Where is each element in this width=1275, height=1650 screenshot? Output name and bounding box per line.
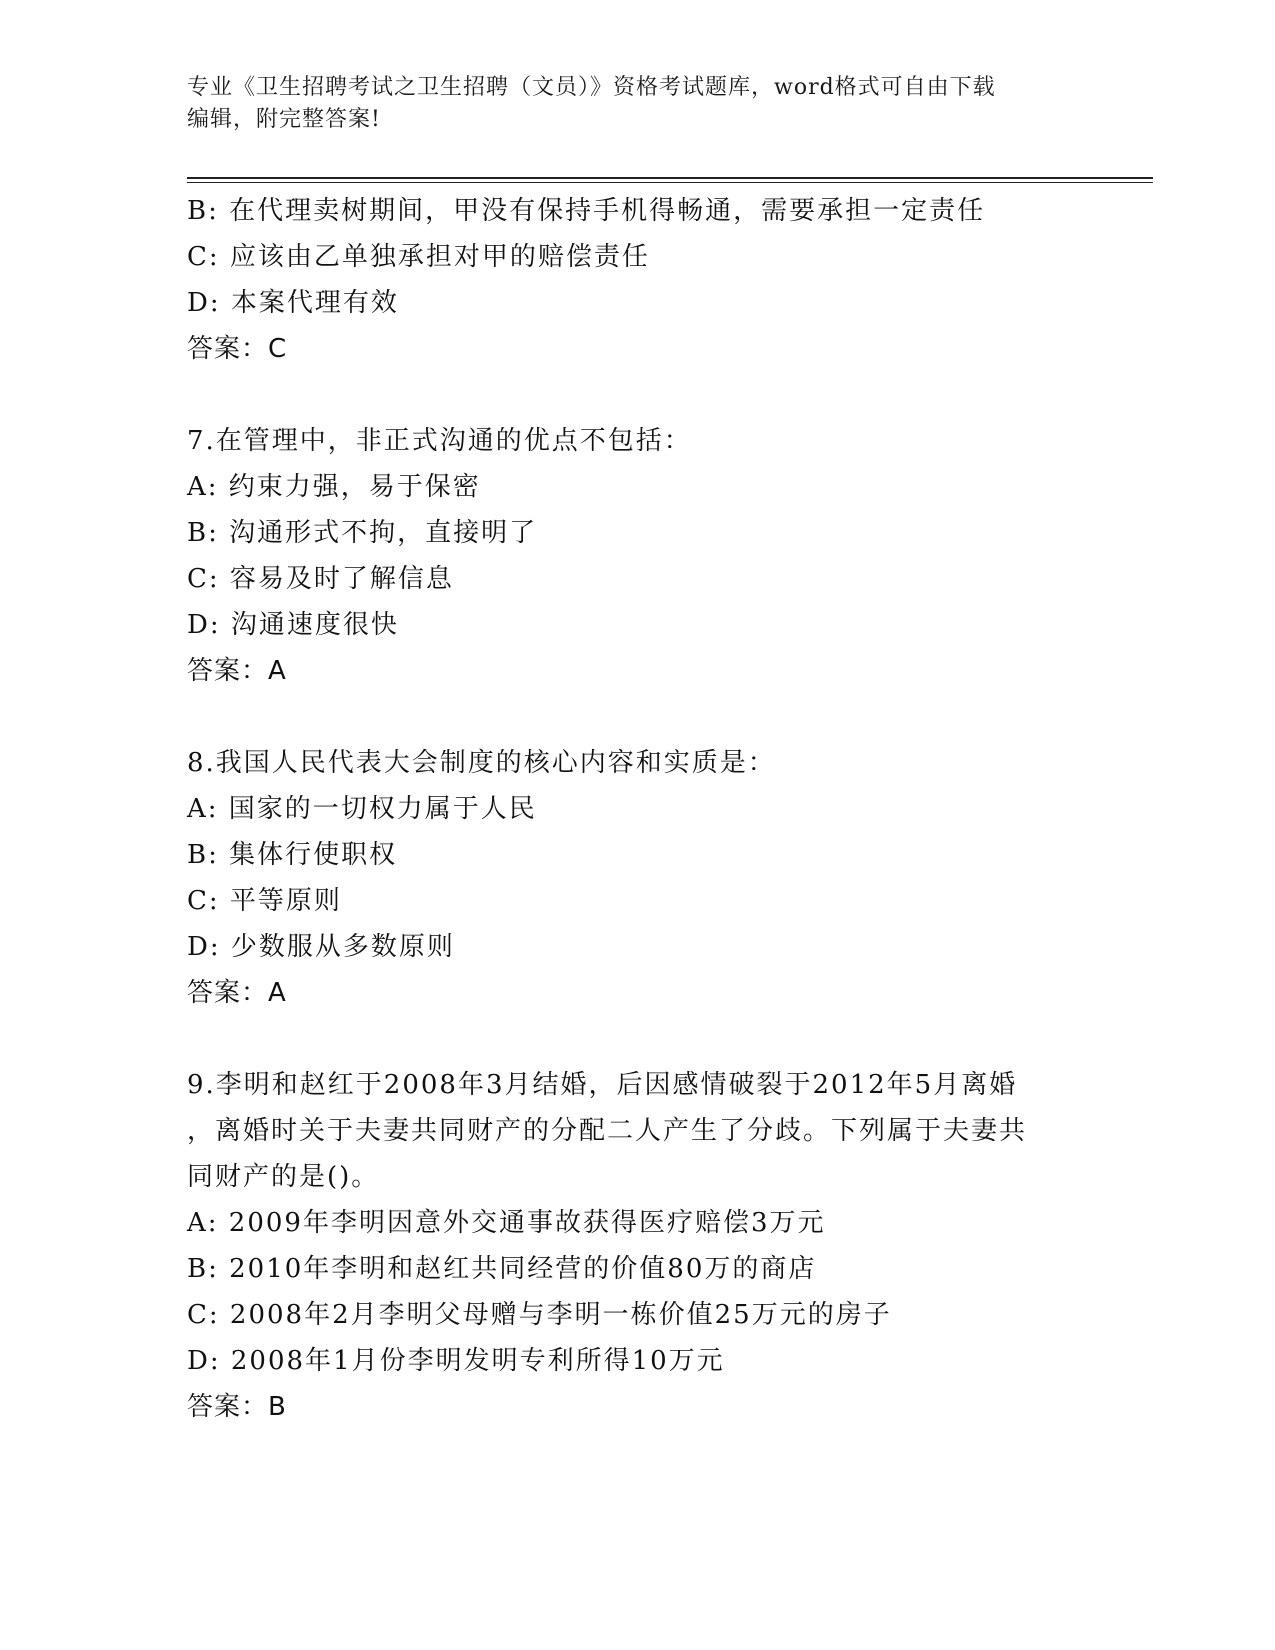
option-a: A: 国家的一切权力属于人民 — [187, 794, 537, 824]
prev-question-block — [187, 188, 1087, 372]
option-c: C: 应该由乙单独承担对甲的赔偿责任 — [187, 242, 650, 272]
option-c: C: 平等原则 — [187, 886, 342, 916]
option-d: D: 少数服从多数原则 — [187, 932, 455, 962]
option-b: B: 集体行使职权 — [187, 840, 398, 870]
document-header — [187, 72, 1067, 136]
question-8-block — [187, 740, 1087, 1016]
option-b: B: 在代理卖树期间，甲没有保持手机得畅通，需要承担一定责任 — [187, 196, 986, 226]
option-d: D: 沟通速度很快 — [187, 610, 399, 640]
question-stem-line-2: ，离婚时关于夫妻共同财产的分配二人产生了分歧。下列属于夫妻共 — [187, 1116, 1028, 1146]
answer-line: 答案：A — [187, 978, 287, 1008]
question-stem: 8.我国人民代表大会制度的核心内容和实质是： — [187, 748, 776, 778]
option-b: B: 2010年李明和赵红共同经营的价值80万的商店 — [187, 1254, 817, 1284]
header-line-1: 专业《卫生招聘考试之卫生招聘（文员）》资格考试题库，word格式可自由下载 — [187, 75, 996, 100]
option-c: C: 容易及时了解信息 — [187, 564, 454, 594]
option-c: C: 2008年2月李明父母赠与李明一栋价值25万元的房子 — [187, 1300, 892, 1330]
option-a: A: 约束力强，易于保密 — [187, 472, 481, 502]
question-stem: 7.在管理中，非正式沟通的优点不包括： — [187, 426, 692, 456]
header-line-2: 编辑，附完整答案! — [187, 107, 381, 132]
answer-line: 答案：C — [187, 334, 288, 364]
question-7-block — [187, 418, 1087, 694]
answer-line: 答案：A — [187, 656, 287, 686]
question-stem-line-1: 9.李明和赵红于2008年3月结婚，后因感情破裂于2012年5月离婚 — [187, 1070, 1018, 1100]
answer-line: 答案：B — [187, 1392, 287, 1422]
header-divider-thin — [187, 182, 1153, 183]
question-stem-line-3: 同财产的是()。 — [187, 1162, 380, 1192]
spacer — [187, 1016, 1087, 1062]
spacer — [187, 694, 1087, 740]
option-d: D: 本案代理有效 — [187, 288, 399, 318]
question-9-block — [187, 1062, 1087, 1430]
option-b: B: 沟通形式不拘，直接明了 — [187, 518, 538, 548]
question-content — [187, 188, 1087, 1430]
option-d: D: 2008年1月份李明发明专利所得10万元 — [187, 1346, 725, 1376]
header-divider-thick — [187, 177, 1153, 179]
spacer — [187, 372, 1087, 418]
option-a: A: 2009年李明因意外交通事故获得医疗赔偿3万元 — [187, 1208, 826, 1238]
